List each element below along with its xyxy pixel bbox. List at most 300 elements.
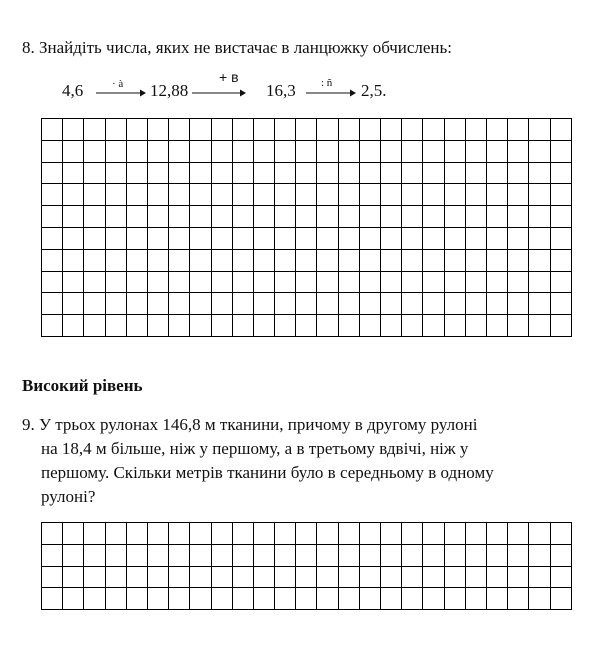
grid-cell[interactable]	[529, 567, 550, 589]
grid-cell[interactable]	[402, 119, 423, 141]
grid-cell[interactable]	[275, 272, 296, 294]
grid-cell[interactable]	[466, 250, 487, 272]
grid-cell[interactable]	[317, 272, 338, 294]
grid-cell[interactable]	[296, 545, 317, 567]
grid-cell[interactable]	[423, 228, 444, 250]
grid-cell[interactable]	[212, 293, 233, 315]
grid-cell[interactable]	[529, 141, 550, 163]
grid-cell[interactable]	[63, 141, 84, 163]
grid-cell[interactable]	[127, 206, 148, 228]
grid-cell[interactable]	[487, 272, 508, 294]
grid-cell[interactable]	[169, 228, 190, 250]
grid-cell[interactable]	[445, 567, 466, 589]
grid-cell[interactable]	[529, 588, 550, 610]
grid-cell[interactable]	[466, 545, 487, 567]
grid-cell[interactable]	[381, 163, 402, 185]
grid-cell[interactable]	[445, 163, 466, 185]
grid-cell[interactable]	[508, 250, 529, 272]
grid-cell[interactable]	[169, 293, 190, 315]
grid-cell[interactable]	[84, 163, 105, 185]
grid-cell[interactable]	[148, 184, 169, 206]
grid-cell[interactable]	[339, 567, 360, 589]
grid-cell[interactable]	[339, 250, 360, 272]
grid-cell[interactable]	[254, 545, 275, 567]
grid-cell[interactable]	[423, 250, 444, 272]
grid-cell[interactable]	[84, 567, 105, 589]
grid-cell[interactable]	[317, 228, 338, 250]
grid-cell[interactable]	[317, 163, 338, 185]
grid-cell[interactable]	[84, 141, 105, 163]
grid-cell[interactable]	[275, 315, 296, 337]
grid-cell[interactable]	[84, 315, 105, 337]
grid-cell[interactable]	[233, 545, 254, 567]
grid-cell[interactable]	[84, 184, 105, 206]
grid-cell[interactable]	[487, 184, 508, 206]
grid-cell[interactable]	[148, 545, 169, 567]
grid-cell[interactable]	[169, 119, 190, 141]
grid-cell[interactable]	[190, 141, 211, 163]
grid-cell[interactable]	[296, 272, 317, 294]
grid-cell[interactable]	[487, 315, 508, 337]
grid-cell[interactable]	[508, 163, 529, 185]
grid-cell[interactable]	[212, 163, 233, 185]
grid-cell[interactable]	[63, 567, 84, 589]
grid-cell[interactable]	[529, 315, 550, 337]
grid-cell[interactable]	[445, 141, 466, 163]
grid-cell[interactable]	[487, 141, 508, 163]
grid-cell[interactable]	[402, 228, 423, 250]
grid-cell[interactable]	[466, 315, 487, 337]
grid-cell[interactable]	[84, 588, 105, 610]
grid-cell[interactable]	[42, 545, 63, 567]
grid-cell[interactable]	[296, 523, 317, 545]
grid-cell[interactable]	[529, 119, 550, 141]
grid-cell[interactable]	[529, 293, 550, 315]
grid-cell[interactable]	[106, 588, 127, 610]
grid-cell[interactable]	[381, 545, 402, 567]
grid-cell[interactable]	[508, 545, 529, 567]
grid-cell[interactable]	[63, 163, 84, 185]
answer-grid-task-8[interactable]	[41, 118, 572, 337]
grid-cell[interactable]	[275, 567, 296, 589]
grid-cell[interactable]	[381, 293, 402, 315]
grid-cell[interactable]	[381, 523, 402, 545]
grid-cell[interactable]	[487, 250, 508, 272]
grid-cell[interactable]	[466, 228, 487, 250]
grid-cell[interactable]	[190, 228, 211, 250]
grid-cell[interactable]	[466, 523, 487, 545]
grid-cell[interactable]	[84, 119, 105, 141]
grid-cell[interactable]	[212, 141, 233, 163]
grid-cell[interactable]	[254, 141, 275, 163]
grid-cell[interactable]	[360, 119, 381, 141]
grid-cell[interactable]	[551, 523, 572, 545]
grid-cell[interactable]	[106, 545, 127, 567]
grid-cell[interactable]	[551, 228, 572, 250]
grid-cell[interactable]	[551, 272, 572, 294]
grid-cell[interactable]	[254, 250, 275, 272]
grid-cell[interactable]	[508, 228, 529, 250]
grid-cell[interactable]	[402, 567, 423, 589]
grid-cell[interactable]	[317, 250, 338, 272]
grid-cell[interactable]	[233, 523, 254, 545]
grid-cell[interactable]	[169, 315, 190, 337]
grid-cell[interactable]	[42, 523, 63, 545]
grid-cell[interactable]	[381, 141, 402, 163]
grid-cell[interactable]	[508, 523, 529, 545]
grid-cell[interactable]	[423, 184, 444, 206]
grid-cell[interactable]	[339, 545, 360, 567]
grid-cell[interactable]	[296, 315, 317, 337]
grid-cell[interactable]	[212, 250, 233, 272]
grid-cell[interactable]	[63, 588, 84, 610]
grid-cell[interactable]	[508, 141, 529, 163]
grid-cell[interactable]	[402, 523, 423, 545]
grid-cell[interactable]	[381, 588, 402, 610]
grid-cell[interactable]	[169, 545, 190, 567]
grid-cell[interactable]	[508, 293, 529, 315]
grid-cell[interactable]	[127, 163, 148, 185]
grid-cell[interactable]	[169, 184, 190, 206]
grid-cell[interactable]	[381, 315, 402, 337]
grid-cell[interactable]	[551, 163, 572, 185]
grid-cell[interactable]	[317, 588, 338, 610]
grid-cell[interactable]	[296, 206, 317, 228]
grid-cell[interactable]	[529, 206, 550, 228]
grid-cell[interactable]	[63, 315, 84, 337]
grid-cell[interactable]	[508, 272, 529, 294]
grid-cell[interactable]	[402, 545, 423, 567]
grid-cell[interactable]	[148, 293, 169, 315]
grid-cell[interactable]	[339, 206, 360, 228]
grid-cell[interactable]	[339, 293, 360, 315]
grid-cell[interactable]	[212, 315, 233, 337]
grid-cell[interactable]	[339, 588, 360, 610]
grid-cell[interactable]	[190, 567, 211, 589]
grid-cell[interactable]	[360, 588, 381, 610]
grid-cell[interactable]	[63, 545, 84, 567]
grid-cell[interactable]	[466, 206, 487, 228]
grid-cell[interactable]	[296, 141, 317, 163]
grid-cell[interactable]	[254, 184, 275, 206]
grid-cell[interactable]	[63, 272, 84, 294]
grid-cell[interactable]	[360, 272, 381, 294]
grid-cell[interactable]	[466, 567, 487, 589]
grid-cell[interactable]	[508, 119, 529, 141]
grid-cell[interactable]	[402, 315, 423, 337]
grid-cell[interactable]	[402, 141, 423, 163]
grid-cell[interactable]	[84, 545, 105, 567]
grid-cell[interactable]	[42, 272, 63, 294]
grid-cell[interactable]	[42, 250, 63, 272]
grid-cell[interactable]	[233, 293, 254, 315]
grid-cell[interactable]	[529, 523, 550, 545]
grid-cell[interactable]	[63, 523, 84, 545]
grid-cell[interactable]	[466, 119, 487, 141]
grid-cell[interactable]	[529, 272, 550, 294]
grid-cell[interactable]	[169, 588, 190, 610]
grid-cell[interactable]	[296, 119, 317, 141]
grid-cell[interactable]	[317, 523, 338, 545]
grid-cell[interactable]	[127, 523, 148, 545]
grid-cell[interactable]	[551, 206, 572, 228]
grid-cell[interactable]	[423, 315, 444, 337]
grid-cell[interactable]	[254, 588, 275, 610]
grid-cell[interactable]	[360, 206, 381, 228]
grid-cell[interactable]	[317, 119, 338, 141]
grid-cell[interactable]	[508, 315, 529, 337]
grid-cell[interactable]	[508, 184, 529, 206]
grid-cell[interactable]	[127, 119, 148, 141]
grid-cell[interactable]	[106, 141, 127, 163]
grid-cell[interactable]	[106, 163, 127, 185]
grid-cell[interactable]	[445, 315, 466, 337]
grid-cell[interactable]	[63, 293, 84, 315]
grid-cell[interactable]	[381, 250, 402, 272]
grid-cell[interactable]	[148, 141, 169, 163]
grid-cell[interactable]	[339, 228, 360, 250]
grid-cell[interactable]	[148, 119, 169, 141]
grid-cell[interactable]	[254, 163, 275, 185]
grid-cell[interactable]	[529, 163, 550, 185]
grid-cell[interactable]	[233, 250, 254, 272]
grid-cell[interactable]	[445, 228, 466, 250]
grid-cell[interactable]	[445, 272, 466, 294]
grid-cell[interactable]	[42, 567, 63, 589]
grid-cell[interactable]	[296, 228, 317, 250]
grid-cell[interactable]	[487, 206, 508, 228]
grid-cell[interactable]	[402, 250, 423, 272]
grid-cell[interactable]	[42, 119, 63, 141]
grid-cell[interactable]	[360, 250, 381, 272]
grid-cell[interactable]	[169, 523, 190, 545]
grid-cell[interactable]	[275, 293, 296, 315]
grid-cell[interactable]	[212, 228, 233, 250]
grid-cell[interactable]	[360, 545, 381, 567]
grid-cell[interactable]	[190, 293, 211, 315]
grid-cell[interactable]	[169, 272, 190, 294]
grid-cell[interactable]	[212, 119, 233, 141]
grid-cell[interactable]	[275, 206, 296, 228]
grid-cell[interactable]	[339, 272, 360, 294]
grid-cell[interactable]	[127, 184, 148, 206]
grid-cell[interactable]	[466, 272, 487, 294]
grid-cell[interactable]	[106, 293, 127, 315]
grid-cell[interactable]	[445, 293, 466, 315]
grid-cell[interactable]	[381, 272, 402, 294]
grid-cell[interactable]	[63, 206, 84, 228]
grid-cell[interactable]	[317, 206, 338, 228]
grid-cell[interactable]	[487, 545, 508, 567]
grid-cell[interactable]	[233, 163, 254, 185]
grid-cell[interactable]	[339, 141, 360, 163]
grid-cell[interactable]	[402, 272, 423, 294]
grid-cell[interactable]	[275, 250, 296, 272]
grid-cell[interactable]	[42, 163, 63, 185]
grid-cell[interactable]	[190, 315, 211, 337]
grid-cell[interactable]	[360, 163, 381, 185]
answer-grid-task-9[interactable]	[41, 522, 572, 610]
grid-cell[interactable]	[127, 293, 148, 315]
grid-cell[interactable]	[42, 228, 63, 250]
grid-cell[interactable]	[423, 141, 444, 163]
grid-cell[interactable]	[84, 272, 105, 294]
grid-cell[interactable]	[423, 163, 444, 185]
grid-cell[interactable]	[84, 293, 105, 315]
grid-cell[interactable]	[402, 588, 423, 610]
grid-cell[interactable]	[339, 163, 360, 185]
grid-cell[interactable]	[360, 184, 381, 206]
grid-cell[interactable]	[190, 272, 211, 294]
grid-cell[interactable]	[63, 119, 84, 141]
grid-cell[interactable]	[381, 184, 402, 206]
grid-cell[interactable]	[487, 228, 508, 250]
grid-cell[interactable]	[296, 588, 317, 610]
grid-cell[interactable]	[106, 119, 127, 141]
grid-cell[interactable]	[63, 250, 84, 272]
grid-cell[interactable]	[212, 523, 233, 545]
grid-cell[interactable]	[233, 588, 254, 610]
grid-cell[interactable]	[423, 119, 444, 141]
grid-cell[interactable]	[212, 184, 233, 206]
grid-cell[interactable]	[445, 545, 466, 567]
grid-cell[interactable]	[360, 567, 381, 589]
grid-cell[interactable]	[466, 141, 487, 163]
grid-cell[interactable]	[254, 119, 275, 141]
grid-cell[interactable]	[529, 545, 550, 567]
grid-cell[interactable]	[106, 523, 127, 545]
grid-cell[interactable]	[529, 250, 550, 272]
grid-cell[interactable]	[360, 523, 381, 545]
grid-cell[interactable]	[84, 250, 105, 272]
grid-cell[interactable]	[190, 523, 211, 545]
grid-cell[interactable]	[402, 163, 423, 185]
grid-cell[interactable]	[529, 184, 550, 206]
grid-cell[interactable]	[212, 272, 233, 294]
grid-cell[interactable]	[423, 293, 444, 315]
grid-cell[interactable]	[127, 315, 148, 337]
grid-cell[interactable]	[106, 315, 127, 337]
grid-cell[interactable]	[423, 206, 444, 228]
grid-cell[interactable]	[106, 272, 127, 294]
grid-cell[interactable]	[42, 588, 63, 610]
grid-cell[interactable]	[317, 184, 338, 206]
grid-cell[interactable]	[487, 163, 508, 185]
grid-cell[interactable]	[106, 250, 127, 272]
grid-cell[interactable]	[127, 567, 148, 589]
grid-cell[interactable]	[233, 228, 254, 250]
grid-cell[interactable]	[423, 545, 444, 567]
grid-cell[interactable]	[381, 119, 402, 141]
grid-cell[interactable]	[466, 588, 487, 610]
grid-cell[interactable]	[445, 119, 466, 141]
grid-cell[interactable]	[445, 523, 466, 545]
grid-cell[interactable]	[169, 567, 190, 589]
grid-cell[interactable]	[169, 250, 190, 272]
grid-cell[interactable]	[148, 523, 169, 545]
grid-cell[interactable]	[381, 567, 402, 589]
grid-cell[interactable]	[254, 206, 275, 228]
grid-cell[interactable]	[551, 184, 572, 206]
grid-cell[interactable]	[296, 250, 317, 272]
grid-cell[interactable]	[423, 567, 444, 589]
grid-cell[interactable]	[275, 545, 296, 567]
grid-cell[interactable]	[190, 545, 211, 567]
grid-cell[interactable]	[317, 293, 338, 315]
grid-cell[interactable]	[190, 184, 211, 206]
grid-cell[interactable]	[42, 141, 63, 163]
grid-cell[interactable]	[254, 567, 275, 589]
grid-cell[interactable]	[169, 206, 190, 228]
grid-cell[interactable]	[296, 567, 317, 589]
grid-cell[interactable]	[63, 228, 84, 250]
grid-cell[interactable]	[212, 567, 233, 589]
grid-cell[interactable]	[169, 141, 190, 163]
grid-cell[interactable]	[127, 545, 148, 567]
grid-cell[interactable]	[296, 184, 317, 206]
grid-cell[interactable]	[127, 228, 148, 250]
grid-cell[interactable]	[360, 315, 381, 337]
grid-cell[interactable]	[487, 523, 508, 545]
grid-cell[interactable]	[254, 272, 275, 294]
grid-cell[interactable]	[339, 119, 360, 141]
grid-cell[interactable]	[466, 293, 487, 315]
grid-cell[interactable]	[296, 293, 317, 315]
grid-cell[interactable]	[275, 588, 296, 610]
grid-cell[interactable]	[508, 206, 529, 228]
grid-cell[interactable]	[42, 184, 63, 206]
grid-cell[interactable]	[148, 567, 169, 589]
grid-cell[interactable]	[529, 228, 550, 250]
grid-cell[interactable]	[106, 228, 127, 250]
grid-cell[interactable]	[127, 588, 148, 610]
grid-cell[interactable]	[275, 141, 296, 163]
grid-cell[interactable]	[487, 119, 508, 141]
grid-cell[interactable]	[148, 163, 169, 185]
grid-cell[interactable]	[508, 588, 529, 610]
grid-cell[interactable]	[42, 293, 63, 315]
grid-cell[interactable]	[84, 523, 105, 545]
grid-cell[interactable]	[42, 206, 63, 228]
grid-cell[interactable]	[445, 206, 466, 228]
grid-cell[interactable]	[254, 293, 275, 315]
grid-cell[interactable]	[233, 184, 254, 206]
grid-cell[interactable]	[148, 588, 169, 610]
grid-cell[interactable]	[233, 206, 254, 228]
grid-cell[interactable]	[445, 588, 466, 610]
grid-cell[interactable]	[254, 228, 275, 250]
grid-cell[interactable]	[148, 206, 169, 228]
grid-cell[interactable]	[233, 141, 254, 163]
grid-cell[interactable]	[381, 206, 402, 228]
grid-cell[interactable]	[551, 141, 572, 163]
grid-cell[interactable]	[508, 567, 529, 589]
grid-cell[interactable]	[148, 250, 169, 272]
grid-cell[interactable]	[148, 228, 169, 250]
grid-cell[interactable]	[317, 567, 338, 589]
grid-cell[interactable]	[275, 228, 296, 250]
grid-cell[interactable]	[317, 141, 338, 163]
grid-cell[interactable]	[148, 315, 169, 337]
grid-cell[interactable]	[317, 315, 338, 337]
grid-cell[interactable]	[445, 250, 466, 272]
grid-cell[interactable]	[317, 545, 338, 567]
grid-cell[interactable]	[233, 315, 254, 337]
grid-cell[interactable]	[190, 206, 211, 228]
grid-cell[interactable]	[190, 119, 211, 141]
grid-cell[interactable]	[84, 228, 105, 250]
grid-cell[interactable]	[402, 184, 423, 206]
